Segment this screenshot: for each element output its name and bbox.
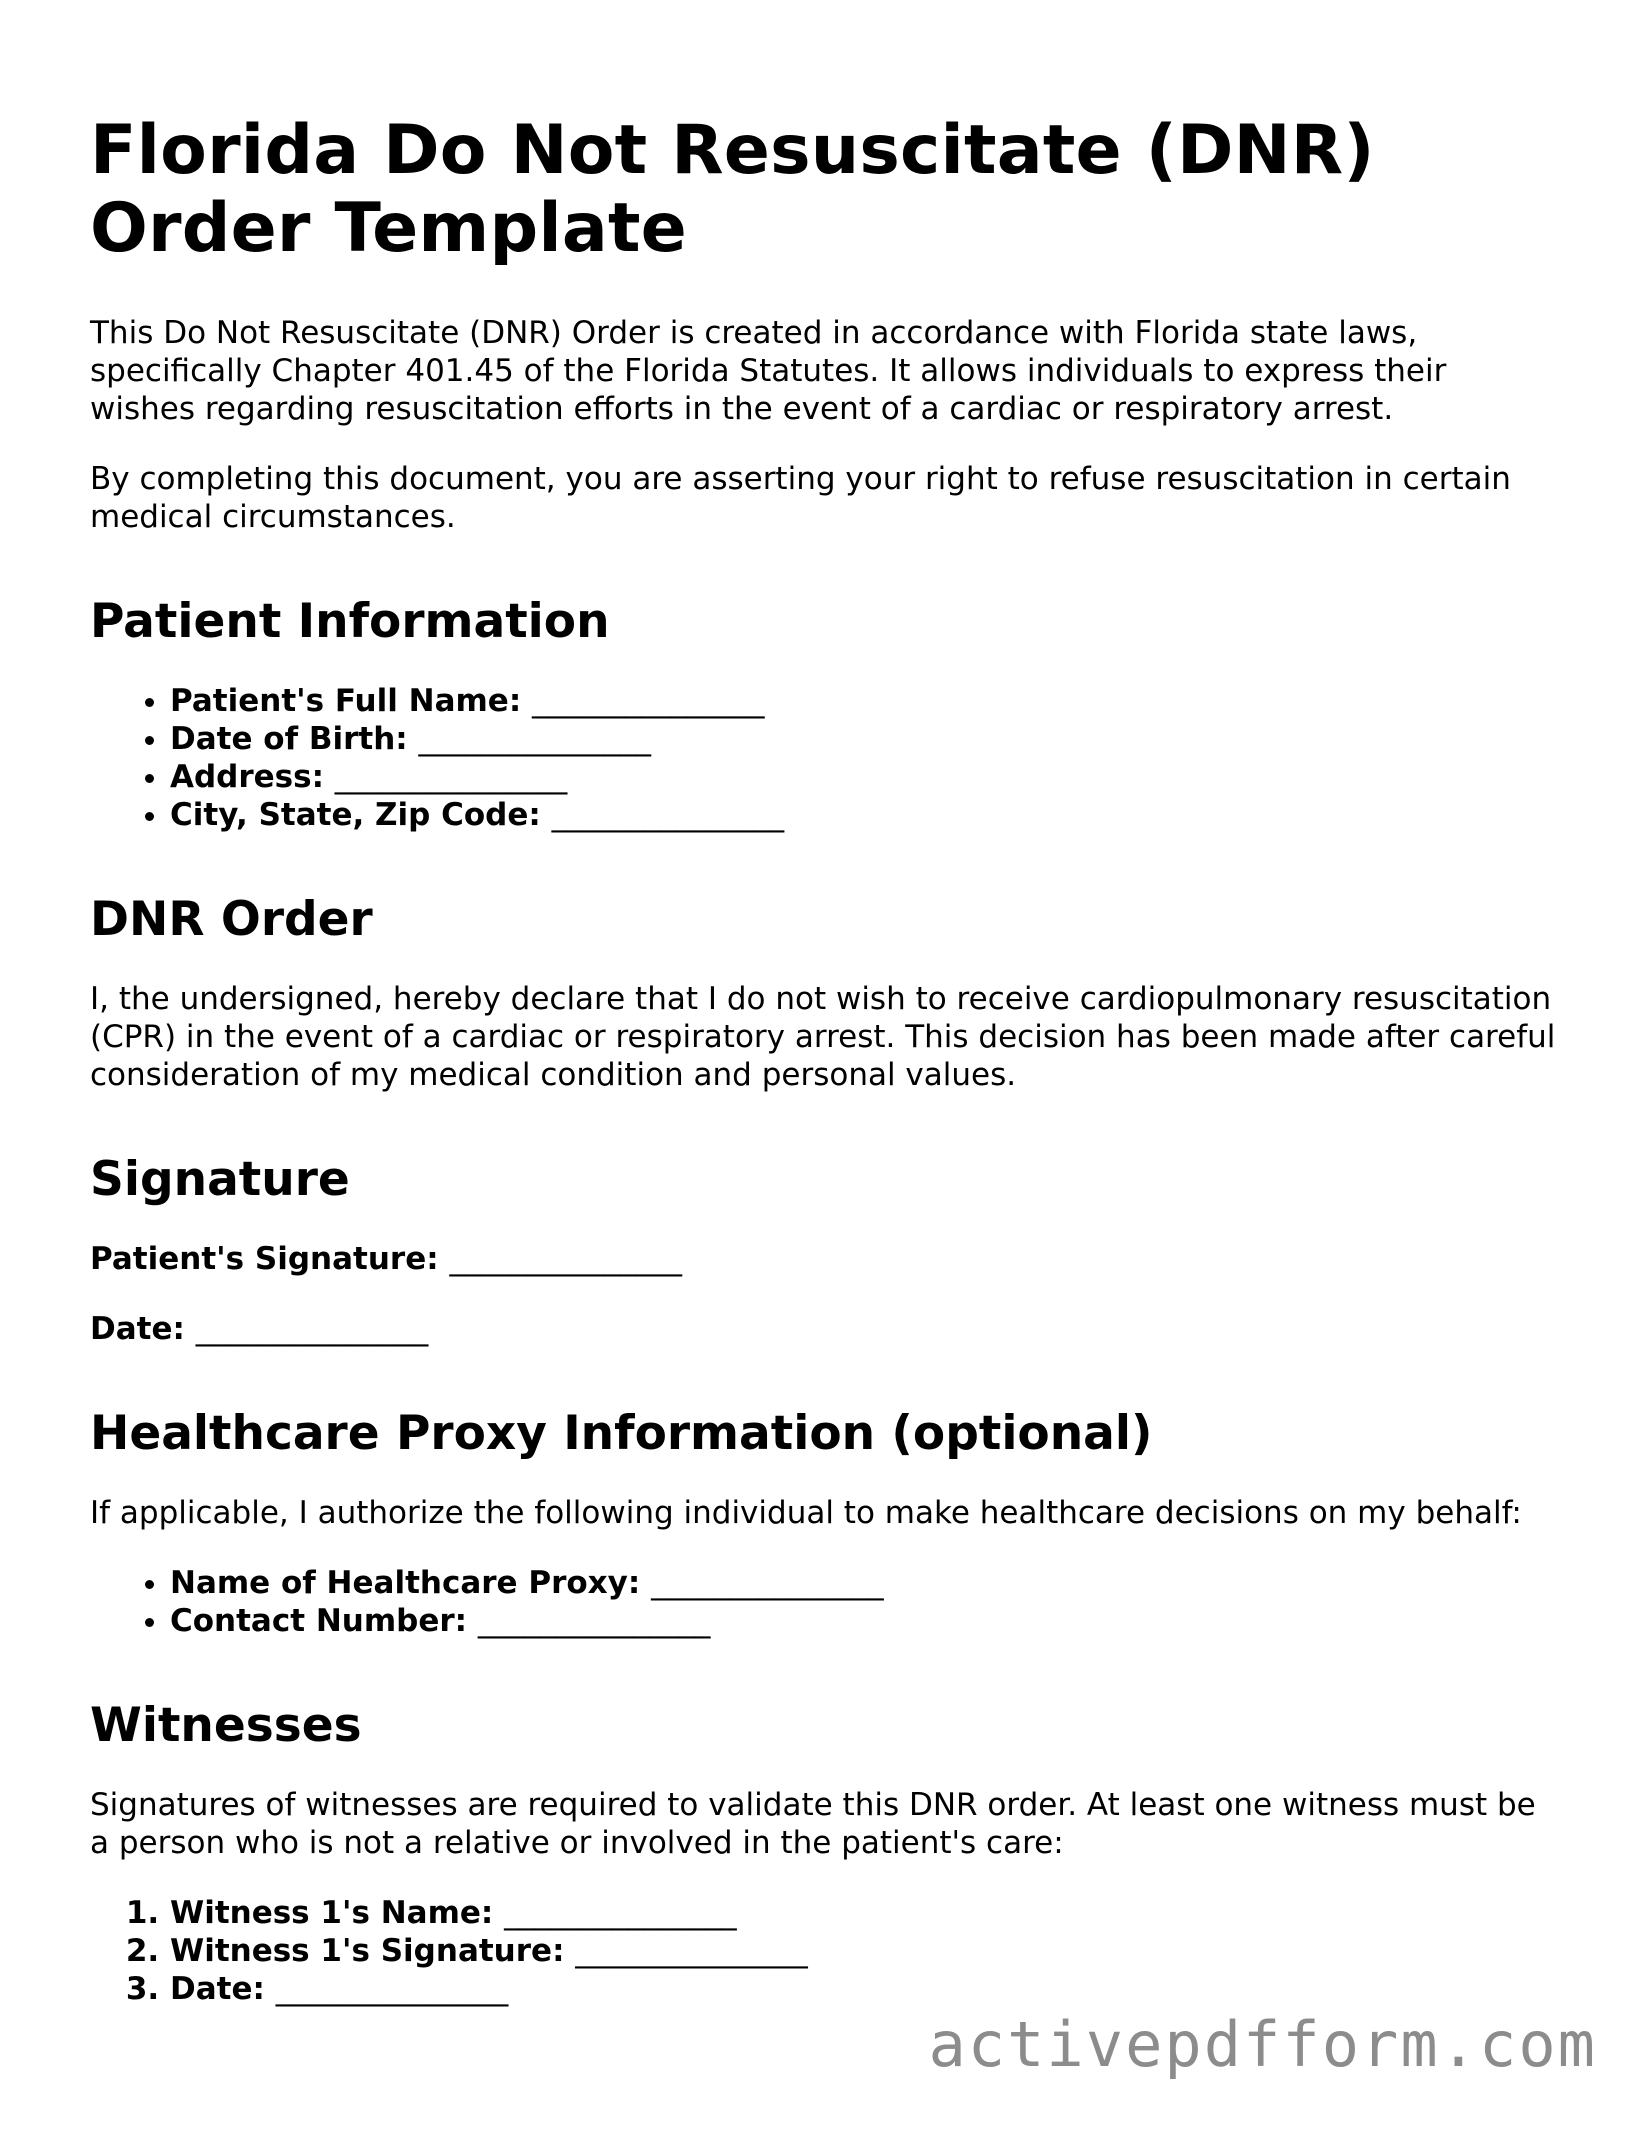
field-label: Date: (170, 1971, 265, 2007)
witnesses-list (90, 1894, 1560, 2008)
patient-name-field (170, 682, 1560, 720)
patient-info-heading: Patient Information (90, 594, 610, 649)
witness-name-field (170, 1894, 1560, 1932)
field-label: Date: (90, 1311, 185, 1347)
signature-date-field (90, 1310, 1560, 1348)
proxy-list (90, 1564, 1560, 1640)
watermark: activepdfform.com (928, 2008, 1597, 2081)
fill-blank[interactable]: _______________ (275, 1971, 509, 2007)
signature-heading: Signature (90, 1152, 350, 1207)
fill-blank[interactable]: _______________ (532, 683, 765, 719)
field-label: Patient's Full Name: (170, 683, 522, 719)
witness-date-field (170, 1970, 1560, 2008)
patient-info-list (90, 682, 1560, 834)
field-label: Witness 1's Signature: (170, 1933, 565, 1969)
fill-blank[interactable]: _______________ (418, 721, 651, 757)
patient-signature-field (90, 1240, 1560, 1278)
intro-paragraph-1: This Do Not Resuscitate (DNR) Order is created in accordance with Florida state laws, specifically Chapter 401.45 of the Florida Statutes. It allows individuals to express their wishes regarding resuscitation efforts in the event of a cardiac or respiratory arrest. (90, 315, 1447, 427)
field-label: Date of Birth: (170, 721, 408, 757)
proxy-text: If applicable, I authorize the following individual to make healthcare decisions on my behalf: (90, 1495, 1522, 1531)
address-field (170, 758, 1560, 796)
witnesses-heading: Witnesses (90, 1698, 362, 1753)
proxy-heading: Healthcare Proxy Information (optional) (90, 1406, 1153, 1461)
document-page (90, 112, 1560, 2040)
city-state-zip-field (170, 796, 1560, 834)
fill-blank[interactable]: _______________ (504, 1895, 737, 1931)
contact-number-field (170, 1602, 1560, 1640)
fill-blank[interactable]: _______________ (575, 1933, 808, 1969)
page-title: Florida Do Not Resuscitate (DNR) Order Template (90, 111, 1375, 268)
proxy-name-field (170, 1564, 1560, 1602)
witnesses-text: Signatures of witnesses are required to validate this DNR order. At least one witness must be a person who is not a relative or involved in the patient's care: (90, 1787, 1536, 1861)
fill-blank[interactable]: _______________ (449, 1241, 682, 1277)
field-label: Name of Healthcare Proxy: (170, 1565, 641, 1601)
fill-blank[interactable]: _______________ (477, 1603, 711, 1639)
field-label: Contact Number: (170, 1603, 468, 1639)
dnr-order-heading: DNR Order (90, 892, 373, 947)
fill-blank[interactable]: _______________ (551, 797, 785, 833)
witness-signature-field (170, 1932, 1560, 1970)
field-label: Address: (170, 759, 324, 795)
field-label: City, State, Zip Code: (170, 797, 541, 833)
date-of-birth-field (170, 720, 1560, 758)
field-label: Patient's Signature: (90, 1241, 439, 1277)
fill-blank[interactable]: _______________ (195, 1311, 429, 1347)
fill-blank[interactable]: _______________ (651, 1565, 884, 1601)
dnr-order-text: I, the undersigned, hereby declare that I do not wish to receive cardiopulmonary resuscitation (CPR) in the event of a cardiac or respiratory arrest. This decision has been made after careful consideration of my medical condition and personal values. (90, 981, 1556, 1093)
field-label: Witness 1's Name: (170, 1895, 494, 1931)
fill-blank[interactable]: _______________ (334, 759, 568, 795)
intro-paragraph-2: By completing this document, you are asserting your right to refuse resuscitation in certain medical circumstances. (90, 461, 1511, 535)
